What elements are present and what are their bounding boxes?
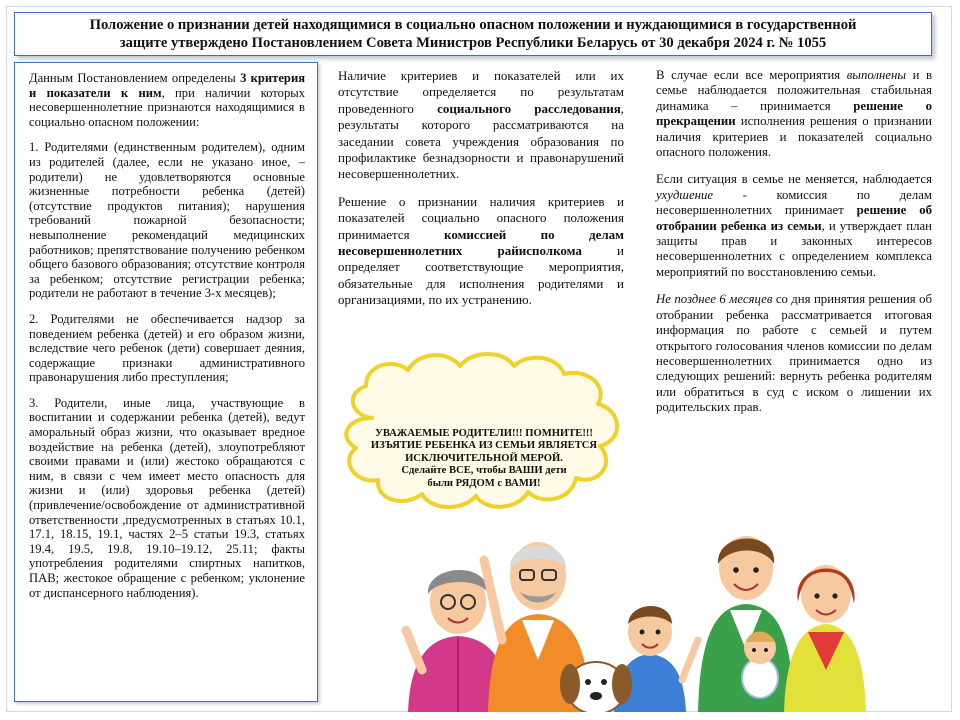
cloud-line-3: ИСКЛЮЧИТЕЛЬНОЙ МЕРОЙ. bbox=[405, 452, 563, 464]
criteria-intro bbox=[29, 71, 305, 129]
removal-paragraph bbox=[656, 172, 932, 280]
criterion-2: 2. Родителями не обеспечивается надзор за поведением ребенка (детей) и его образом жизни, вследствие чего ребенок (дети) совершает деяния, содержащие признаки административного правонарушения либо преступления; bbox=[29, 311, 305, 385]
investigation-text-c: , результаты которого рассматриваются на заседании совета учреждения образования по профилактике безнадзорности и правонарушений несовершеннолетних. bbox=[338, 100, 624, 182]
commission-text-bold: комиссией по делам несовершеннолетних райисполкома bbox=[338, 226, 624, 259]
cloud-line-1: УВАЖАЕМЫЕ РОДИТЕЛИ!!! ПОМНИТЕ!!! bbox=[375, 428, 593, 439]
cloud-message bbox=[352, 428, 616, 490]
commission-text-c: и определяет соответствующие мероприятия, обязательные для исполнения родителями и организациями, по их устранению. bbox=[338, 243, 624, 308]
procedure-column bbox=[324, 62, 634, 340]
termination-text-c: и в семье наблюдается положительная стабильная динамика – принимается bbox=[656, 68, 932, 113]
removal-text-e: , и утверждает план защиты прав и законных интересов несовершеннолетних с определением комплекса мероприятий по восстановлению семьи. bbox=[656, 218, 932, 279]
document-title bbox=[90, 16, 857, 52]
intro-text-bold: 3 критерия и показатели к ним bbox=[29, 71, 306, 100]
intro-text-a: Данным Постановлением определены bbox=[29, 71, 241, 85]
criterion-3: 3. Родители, иные лица, участвующие в воспитании и содержании ребенка (детей), ведут аморальный образ жизни, что оказывает вредное воздействие на ребенка (детей), злоупотребляют своими правами и (или) жестоко обращаются с ним, в связи с чем имеет место опасность для жизни и (или) здоровья ребенка (детей) (привлечение/освобождение от административной ответственности ,предусмотренных в статьях 10.1, 17.1, 18.15, 19.1, частях 2–5 статьи 19.3, статьях 19.4, 19.5, 19.8, 19.10–19.12, 25.11; факты употребления родителями спиртных напитков, ПАВ; жестокое обращение с ребенком; уклонение от диспансерного наблюдения). bbox=[29, 395, 305, 600]
cloud-line-4: Сделайте ВСЕ, чтобы ВАШИ дети bbox=[401, 465, 567, 477]
investigation-text-a: Наличие критериев и показателей или их отсутствие определяется по результатам проведенного bbox=[338, 68, 624, 116]
family-illustration bbox=[398, 520, 868, 712]
baby-figure bbox=[742, 632, 778, 699]
termination-text-italic: выполнены bbox=[846, 68, 907, 82]
termination-text-bold: решение о прекращении bbox=[656, 98, 932, 129]
investigation-text-bold: социального расследования bbox=[437, 100, 621, 116]
mother-figure bbox=[784, 565, 866, 712]
criterion-1: 1. Родителями (единственным родителем), одним из родителей (далее, если не указано иное, – родители) не удовлетворяются основные жизненные потребности ребенка (детей) (отсутствие продуктов питания); нарушения требований пожарной безопасности; невыполнение рекомендаций медицинских работников; препятствование получению ребенком общего базового образования; отсутствие контроля за ребенком; отсутствие регистрации ребенка; родители не работают в течение 3-х месяцев); bbox=[29, 140, 305, 301]
commission-text-a: Решение о признании наличия критериев и показателей социально опасного положения принимается bbox=[338, 193, 624, 242]
termination-text-a: В случае если все мероприятия bbox=[656, 68, 847, 82]
title-line-2: защите утверждено Постановлением Совета Министров Республики Беларусь от 30 декабря 2024 г. № 1055 bbox=[119, 35, 827, 51]
title-box bbox=[14, 12, 932, 56]
intro-text-c: , при наличии которых несовершеннолетние признаются находящимися в социально опасном положении: bbox=[29, 85, 306, 129]
removal-text-italic: ухудшение bbox=[656, 187, 714, 202]
removal-text-a: Если ситуация в семье не меняется, наблюдается bbox=[656, 172, 932, 187]
outcome-column bbox=[644, 62, 936, 474]
final-decision-paragraph bbox=[656, 292, 932, 415]
title-line-1: Положение о признании детей находящимися в социально опасном положении и нуждающимися в государственной bbox=[89, 17, 857, 33]
termination-text-e: исполнения решения о признании наличия критериев и показателей социально опасного положения. bbox=[656, 114, 932, 160]
cloud-line-5: были РЯДОМ с ВАМИ! bbox=[427, 477, 541, 489]
commission-paragraph bbox=[338, 194, 624, 309]
removal-text-bold: решение об отобрании ребенка из семьи bbox=[656, 203, 932, 233]
cloud-line-2: ИЗЪЯТИЕ РЕБЕНКА ИЗ СЕМЬИ ЯВЛЯЕТСЯ bbox=[370, 440, 598, 452]
investigation-paragraph bbox=[338, 68, 624, 183]
deadline-text-italic: Не позднее 6 месяцев bbox=[656, 292, 773, 307]
criteria-column bbox=[14, 62, 318, 702]
final-decision-text: со дня принятия решения об отобрании ребенка рассматривается итоговая информация по работе с семьей и путем открытого голосования членов комиссии по делам несовершеннолетних принимается одно из следующих решений: вернуть ребенка родителям или обратиться в суд с иском о лишении их родительских прав. bbox=[656, 292, 932, 415]
removal-text-c: - комиссия по делам несовершеннолетних принимает bbox=[656, 187, 932, 218]
termination-paragraph bbox=[656, 68, 932, 160]
